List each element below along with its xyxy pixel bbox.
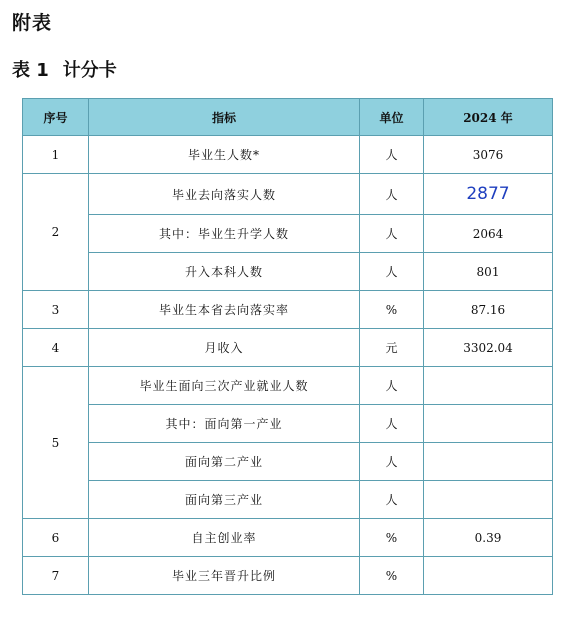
- table-title: [12, 56, 117, 82]
- unit-cell: 人: [360, 174, 424, 215]
- header-year: 2024 年: [424, 99, 553, 136]
- value-cell: 87.16: [424, 291, 553, 329]
- table-row: [23, 215, 553, 253]
- indicator-cell: 毕业去向落实人数: [89, 174, 360, 215]
- seq-cell: 4: [23, 329, 89, 367]
- table-header-row: [23, 99, 553, 136]
- unit-cell: 人: [360, 367, 424, 405]
- value-cell: 801: [424, 253, 553, 291]
- unit-cell: 人: [360, 443, 424, 481]
- indicator-cell: 毕业生面向三次产业就业人数: [89, 367, 360, 405]
- seq-cell: 1: [23, 136, 89, 174]
- unit-cell: 人: [360, 215, 424, 253]
- table-number: 表 1: [12, 60, 49, 81]
- table-row: [23, 443, 553, 481]
- unit-cell: %: [360, 519, 424, 557]
- table-row: [23, 291, 553, 329]
- value-cell: [424, 405, 553, 443]
- unit-cell: %: [360, 557, 424, 595]
- value-cell: 0.39: [424, 519, 553, 557]
- indicator-cell: 升入本科人数: [89, 253, 360, 291]
- header-indicator: 指标: [89, 99, 360, 136]
- table-label: 计分卡: [62, 60, 117, 81]
- seq-cell: 3: [23, 291, 89, 329]
- indicator-cell: 毕业生人数*: [89, 136, 360, 174]
- indicator-cell: 月收入: [89, 329, 360, 367]
- appendix-heading: 附表: [12, 12, 53, 34]
- seq-cell: 5: [23, 367, 89, 519]
- table-row: [23, 329, 553, 367]
- value-cell: [424, 557, 553, 595]
- table-row: [23, 174, 553, 215]
- unit-cell: 人: [360, 253, 424, 291]
- indicator-cell: 毕业生本省去向落实率: [89, 291, 360, 329]
- indicator-cell: 其中：面向第一产业: [89, 405, 360, 443]
- unit-cell: 元: [360, 329, 424, 367]
- indicator-cell: 自主创业率: [89, 519, 360, 557]
- seq-cell: 6: [23, 519, 89, 557]
- table-row: [23, 519, 553, 557]
- seq-cell: 7: [23, 557, 89, 595]
- table-row: [23, 481, 553, 519]
- indicator-cell: 面向第二产业: [89, 443, 360, 481]
- value-cell: [424, 481, 553, 519]
- unit-cell: 人: [360, 136, 424, 174]
- unit-cell: 人: [360, 481, 424, 519]
- value-cell: 3302.04: [424, 329, 553, 367]
- table-row: [23, 405, 553, 443]
- value-cell: 3076: [424, 136, 553, 174]
- table-row: [23, 136, 553, 174]
- value-cell: 2064: [424, 215, 553, 253]
- table-row: [23, 557, 553, 595]
- indicator-cell: 面向第三产业: [89, 481, 360, 519]
- table-row: [23, 367, 553, 405]
- unit-cell: 人: [360, 405, 424, 443]
- unit-cell: %: [360, 291, 424, 329]
- value-cell: [424, 367, 553, 405]
- table-row: [23, 253, 553, 291]
- value-cell: 2877: [424, 174, 553, 215]
- indicator-cell: 其中：毕业生升学人数: [89, 215, 360, 253]
- header-unit: 单位: [360, 99, 424, 136]
- indicator-cell: 毕业三年晋升比例: [89, 557, 360, 595]
- seq-cell: 2: [23, 174, 89, 291]
- scorecard-table: [22, 98, 553, 595]
- value-cell: [424, 443, 553, 481]
- header-seq: 序号: [23, 99, 89, 136]
